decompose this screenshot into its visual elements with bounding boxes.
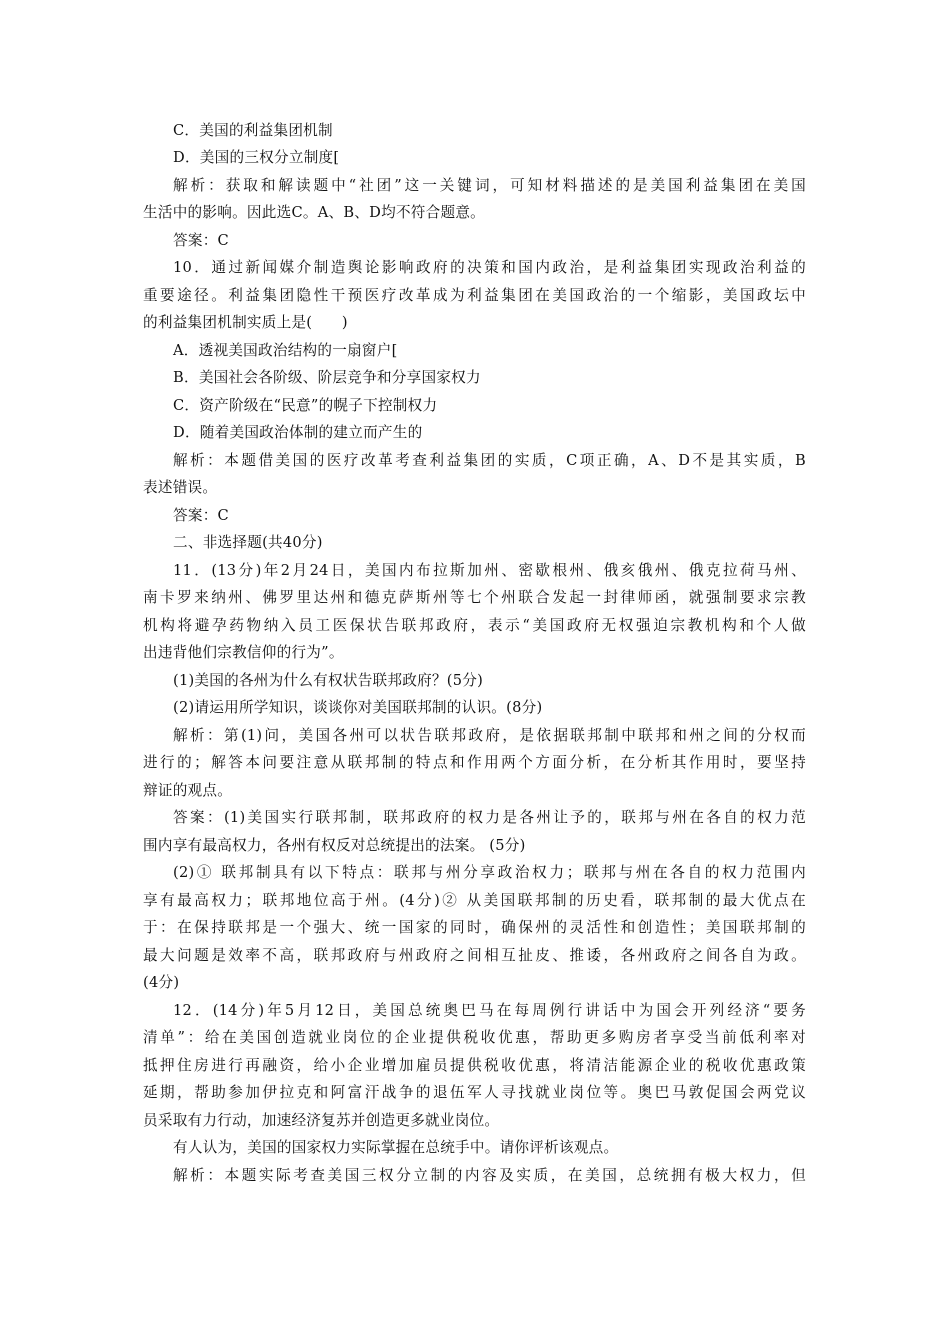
option-a-line: A．透视美国政治结构的一扇窗户[ (173, 342, 398, 359)
analysis-line: 表述错误。 (143, 479, 218, 496)
answer-line: 最大问题是效率不高，联邦政府与州政府之间相互扯皮、推诿，各州政府之间各自为政。 (143, 947, 806, 964)
question-11-line: 出违背他们宗教信仰的行为”。 (143, 644, 344, 661)
answer-line: 答案：C (173, 232, 229, 249)
answer-line: 答案：(1)美国实行联邦制，联邦政府的权力是各州让予的，联邦与州在各自的权力范 (173, 809, 806, 826)
question-12-line: 清单”：给在美国创造就业岗位的企业提供税收优惠，帮助更多购房者享受当前低利率对 (143, 1029, 806, 1046)
analysis-line: 辩证的观点。 (143, 782, 233, 799)
option-c-line: C．资产阶级在“民意”的幌子下控制权力 (173, 397, 438, 414)
analysis-line: 生活中的影响。因此选C。A、B、D均不符合题意。 (143, 204, 486, 221)
answer-line: 答案：C (173, 507, 229, 524)
question-12-line: 延期，帮助参加伊拉克和阿富汗战争的退伍军人寻找就业岗位等。奥巴马敦促国会两党议 (143, 1084, 806, 1101)
option-d-line: D．美国的三权分立制度[ (173, 149, 340, 166)
option-b-line: B．美国社会各阶级、阶层竞争和分享国家权力 (173, 369, 481, 386)
analysis-line: 解析：第(1)问，美国各州可以状告联邦政府，是依据联邦制中联邦和州之间的分权而 (173, 727, 806, 744)
analysis-line: 进行的；解答本问要注意从联邦制的特点和作用两个方面分析，在分析其作用时，要坚持 (143, 754, 806, 771)
answer-line: 于：在保持联邦是一个强大、统一国家的同时，确保州的灵活性和创造性；美国联邦制的 (143, 919, 806, 936)
question-12-line: 抵押住房进行再融资，给小企业增加雇员提供税收优惠，将清洁能源企业的税收优惠政策 (143, 1057, 806, 1074)
question-12-line: 员采取有力行动，加速经济复苏并创造更多就业岗位。 (143, 1112, 500, 1129)
answer-line: (4分) (143, 974, 180, 991)
question-10-line: 重要途径。利益集团隐性干预医疗改革成为利益集团在美国政治的一个缩影，美国政坛中 (143, 287, 806, 304)
analysis-line: 解析：本题实际考查美国三权分立制的内容及实质，在美国，总统拥有极大权力，但 (173, 1167, 806, 1184)
question-10-line: 10．通过新闻媒介制造舆论影响政府的决策和国内政治，是利益集团实现政治利益的 (173, 259, 806, 276)
option-d-line: D．随着美国政治体制的建立而产生的 (173, 424, 423, 441)
option-c-line: C．美国的利益集团机制 (173, 122, 333, 139)
sub-question-2: (2)请运用所学知识，谈谈你对美国联邦制的认识。(8分) (173, 699, 543, 716)
analysis-line: 解析：获取和解读题中“社团”这一关键词，可知材料描述的是美国利益集团在美国 (173, 177, 806, 194)
question-12-prompt: 有人认为，美国的国家权力实际掌握在总统手中。请你评析该观点。 (173, 1139, 619, 1156)
question-10-line: 的利益集团机制实质上是( ) (143, 314, 348, 331)
question-11-line: 机构将避孕药物纳入员工医保状告联邦政府，表示“美国政府无权强迫宗教机构和个人做 (143, 617, 806, 634)
sub-question-1: (1)美国的各州为什么有权状告联邦政府？(5分) (173, 672, 484, 689)
section-heading: 二、非选择题(共40分) (173, 534, 323, 551)
answer-line: 享有最高权力；联邦地位高于州。(4分)② 从美国联邦制的历史看，联邦制的最大优点在 (143, 892, 806, 909)
analysis-line: 解析：本题借美国的医疗改革考查利益集团的实质，C项正确，A、D不是其实质，B (173, 452, 806, 469)
answer-line: 围内享有最高权力，各州有权反对总统提出的法案。 (5分) (143, 837, 526, 854)
question-11-line: 南卡罗来纳州、佛罗里达州和德克萨斯州等七个州联合发起一封律师函，就强制要求宗教 (143, 589, 806, 606)
question-12-line: 12．(14分)年5月12日，美国总统奥巴马在每周例行讲话中为国会开列经济“要务 (173, 1002, 806, 1019)
question-11-line: 11．(13分)年2月24日，美国内布拉斯加州、密歇根州、俄亥俄州、俄克拉荷马州、 (173, 562, 806, 579)
answer-line: (2)① 联邦制具有以下特点：联邦与州分享政治权力；联邦与州在各自的权力范围内 (173, 864, 806, 881)
